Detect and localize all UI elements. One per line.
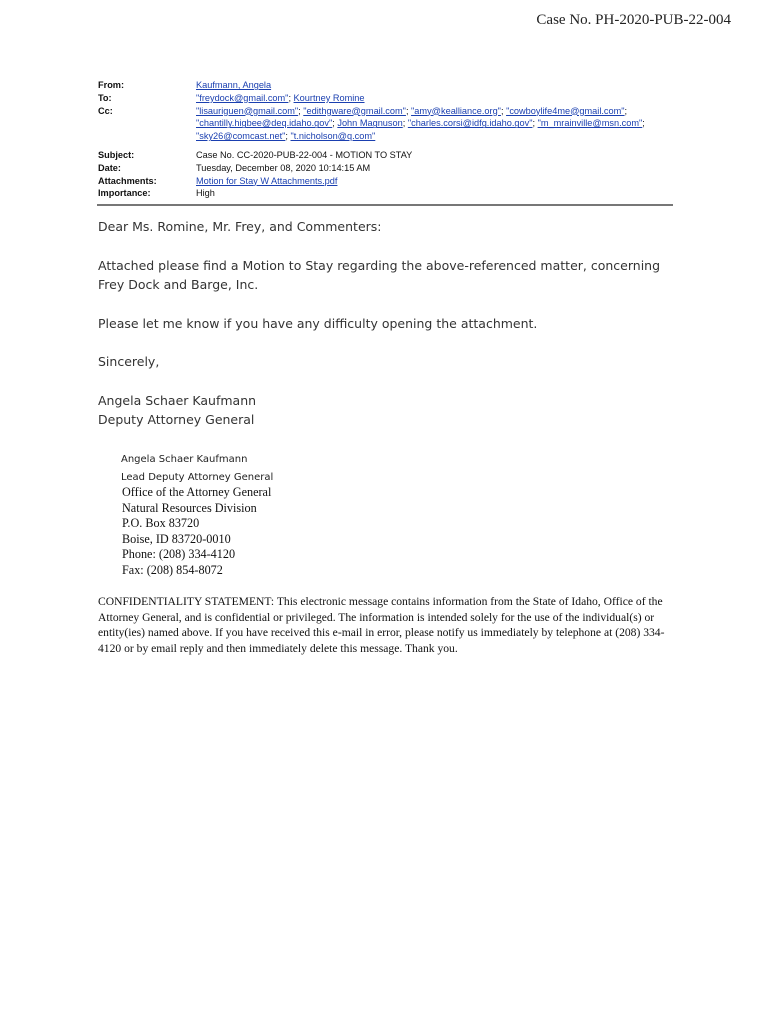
cc-recipient[interactable]: "lisauriguen@gmail.com" [196, 105, 299, 116]
from-value[interactable]: Kaufmann, Angela [196, 80, 272, 90]
signature-name: Angela Schaer Kaufmann [121, 454, 248, 465]
cc-label: Cc: [98, 105, 113, 116]
to-row [98, 92, 674, 105]
sender-name: Angela Schaer Kaufmann [98, 392, 257, 408]
date-label: Date: [98, 162, 121, 173]
confidentiality-statement: CONFIDENTIALITY STATEMENT: This electronic message contains information from the State of Idaho, Office of the Attorney General, and is confidential or privileged. The information is intended solely for the use of the individual(s) or entity(ies) named above. If you have received this e-mail in error, please notify us immediately by telephone at (208) 334-4120 or by email reply and then immediately delete this message. Thank you. [98, 595, 665, 655]
signature-title: Lead Deputy Attorney General [121, 472, 274, 483]
header-divider [97, 204, 673, 206]
email-header [98, 79, 674, 200]
to-value: "freydock@gmail.com"; Kourtney Romine [196, 92, 365, 103]
subject-value: Case No. CC-2020-PUB-22-004 - MOTION TO STAY [196, 149, 413, 160]
from-row [98, 79, 674, 92]
date-row [98, 162, 674, 175]
cc-value: "lisauriguen@gmail.com"; "edithgware@gmail.com"; "amy@kealliance.org"; "cowboylife4me@gmail.com"; "chantilly.higbee@deq.idaho.gov"; John Magnuson; "charles.corsi@idfg.idaho.gov"; "m_mrainville@msn.com"; "sky26@comcast.net"; "t.nicholson@q.com" [196, 105, 645, 142]
cc-recipient[interactable]: John Magnuson [337, 118, 403, 129]
subject-row [98, 149, 674, 162]
case-number: Case No. PH-2020-PUB-22-004 [536, 12, 731, 28]
signature-po-box: P.O. Box 83720 [122, 516, 200, 531]
closing: Sincerely, [98, 354, 160, 369]
sender-title: Deputy Attorney General [98, 412, 255, 427]
signature-block [121, 451, 273, 487]
cc-recipient[interactable]: "cowboylife4me@gmail.com" [506, 105, 625, 116]
importance-row [98, 187, 674, 200]
attachment-link[interactable]: Motion for Stay W Attachments.pdf [196, 175, 338, 186]
importance-value: High [196, 188, 215, 199]
date-value: Tuesday, December 08, 2020 10:14:15 AM [196, 162, 371, 173]
signature-division: Natural Resources Division [122, 500, 257, 515]
to-recipient[interactable]: "freydock@gmail.com" [196, 92, 289, 103]
to-recipient[interactable]: Kourtney Romine [293, 92, 365, 103]
cc-row [98, 105, 674, 143]
subject-label: Subject: [98, 149, 135, 160]
cc-recipient[interactable]: "charles.corsi@idfg.idaho.gov" [407, 118, 533, 129]
cc-recipient[interactable]: "sky26@comcast.net" [196, 131, 286, 142]
cc-recipient[interactable]: "edithgware@gmail.com" [303, 105, 406, 116]
importance-label: Importance: [98, 188, 151, 199]
signature-city: Boise, ID 83720-0010 [122, 531, 231, 546]
signature-address [122, 485, 271, 579]
cc-recipient[interactable]: "chantilly.higbee@deq.idaho.gov" [196, 118, 333, 129]
to-label: To: [98, 92, 112, 103]
signature-office: Office of the Attorney General [122, 485, 272, 499]
greeting: Dear Ms. Romine, Mr. Frey, and Commenters: [98, 219, 382, 234]
attachments-label: Attachments: [98, 175, 157, 186]
from-label: From: [98, 80, 125, 90]
signature-fax: Fax: (208) 854-8072 [122, 562, 223, 577]
body-paragraph: Please let me know if you have any difficulty opening the attachment. [98, 315, 538, 331]
cc-recipient[interactable]: "amy@kealliance.org" [411, 105, 501, 116]
attachments-row [98, 175, 674, 188]
email-body [98, 217, 688, 430]
cc-recipient[interactable]: "t.nicholson@q.com" [290, 131, 376, 142]
signature-phone: Phone: (208) 334-4120 [122, 547, 236, 562]
body-paragraph: Attached please find a Motion to Stay regarding the above-referenced matter, concerning Frey Dock and Barge, Inc. [98, 257, 661, 292]
cc-recipient[interactable]: "m_mrainville@msn.com" [537, 118, 643, 129]
